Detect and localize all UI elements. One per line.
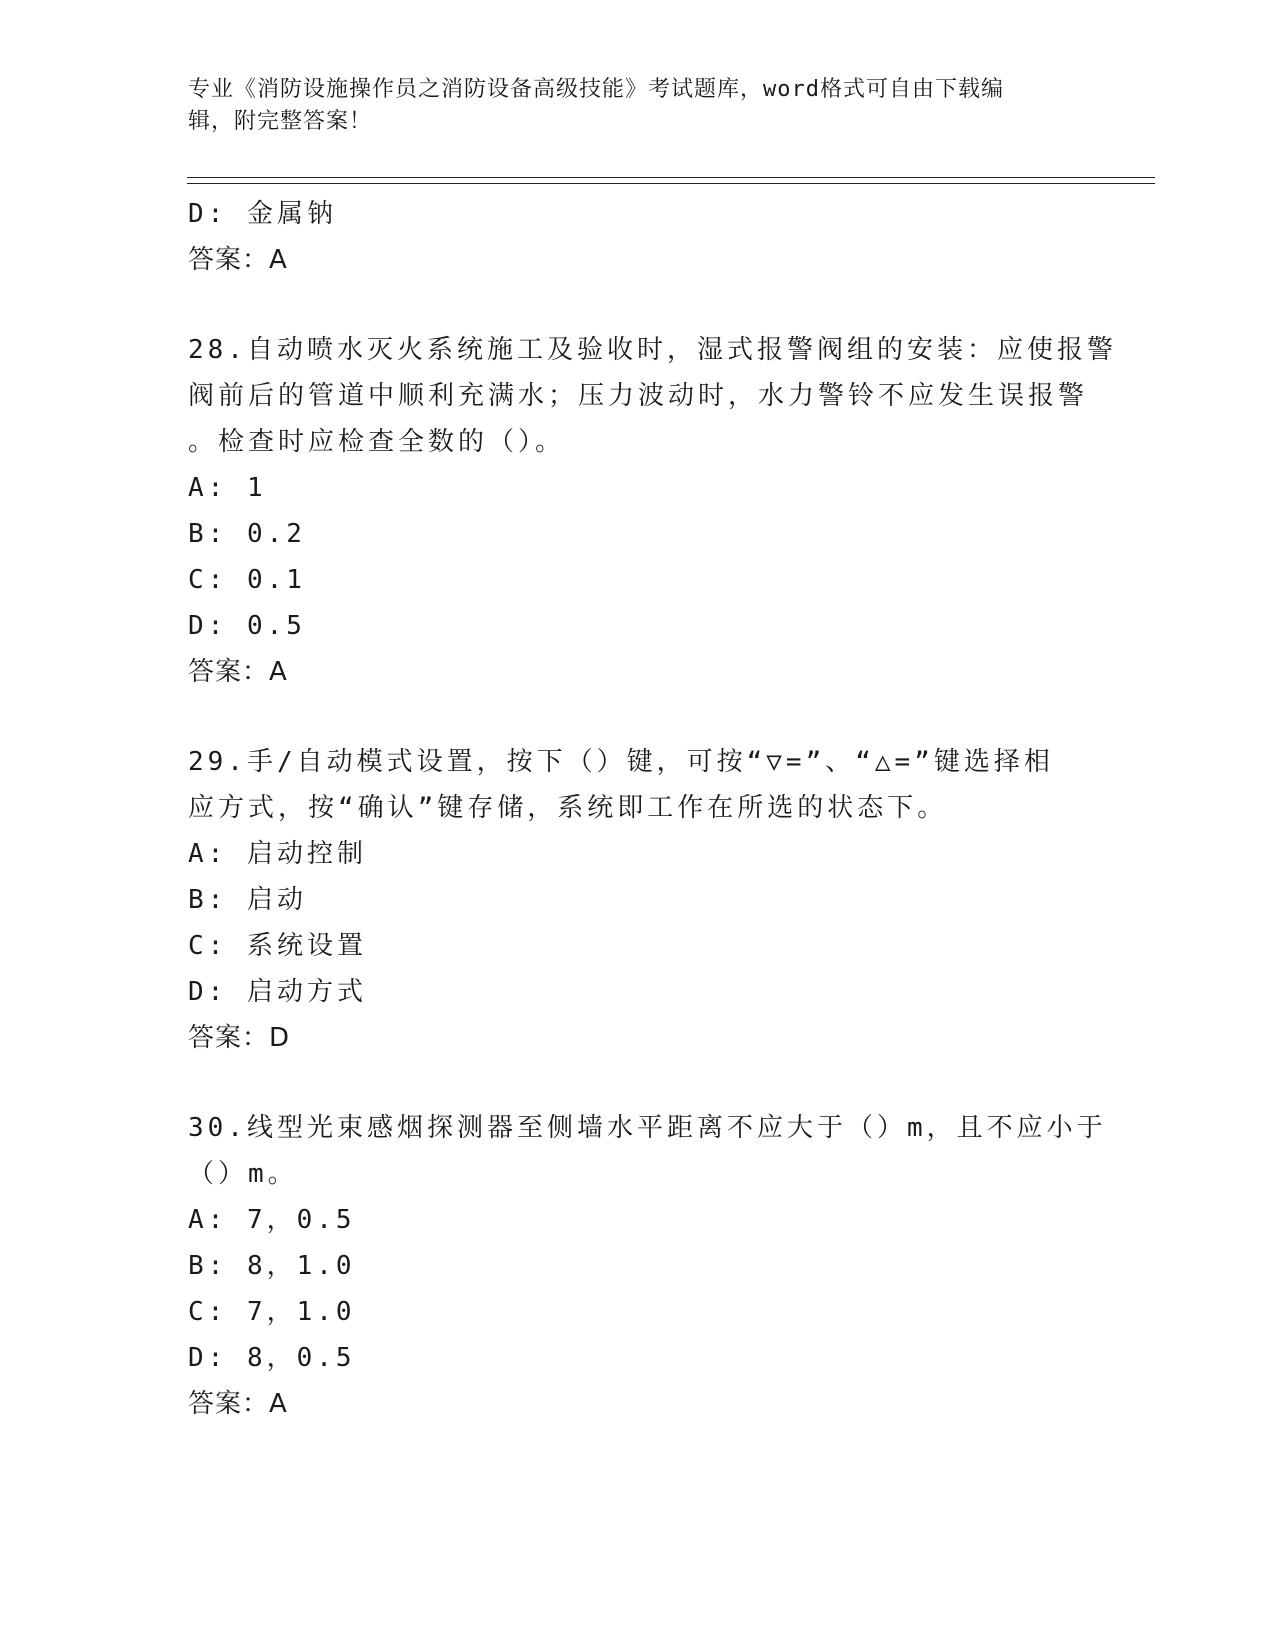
option-b: B: 8，1.0 <box>188 1251 356 1281</box>
option-b: B: 0.2 <box>188 519 306 549</box>
question-28 <box>188 327 1117 695</box>
previous-question-tail <box>188 191 1088 283</box>
option-d: D: 启动方式 <box>188 977 367 1007</box>
option-c: C: 7，1.0 <box>188 1297 356 1327</box>
option-a: A: 1 <box>188 473 267 503</box>
header-divider-top <box>187 177 1155 178</box>
question-stem-line: （）m。 <box>188 1159 298 1189</box>
option-d: D: 金属钠 <box>188 199 337 229</box>
question-29 <box>188 739 1088 1061</box>
header-line-1: 专业《消防设施操作员之消防设备高级技能》考试题库，word格式可自由下载编 <box>188 77 1004 102</box>
question-stem-line: 应方式，按“确认”键存储，系统即工作在所选的状态下。 <box>188 793 948 823</box>
option-d: D: 8，0.5 <box>188 1343 356 1373</box>
document-header <box>188 74 1068 138</box>
answer-line: 答案：A <box>188 245 288 275</box>
answer-line: 答案：A <box>188 657 288 687</box>
option-a: A: 7，0.5 <box>188 1205 356 1235</box>
question-stem-line: 28.自动喷水灭火系统施工及验收时，湿式报警阀组的安装：应使报警 <box>188 335 1117 365</box>
question-30 <box>188 1105 1107 1427</box>
option-a: A: 启动控制 <box>188 839 367 869</box>
question-stem-line: 。检查时应检查全数的（）。 <box>188 427 566 457</box>
answer-line: 答案：A <box>188 1389 288 1419</box>
option-c: C: 0.1 <box>188 565 306 595</box>
header-divider-bottom <box>187 183 1155 184</box>
question-stem-line: 阀前后的管道中顺利充满水；压力波动时，水力警铃不应发生误报警 <box>188 381 1089 411</box>
answer-line: 答案：D <box>188 1023 291 1053</box>
header-line-2: 辑，附完整答案！ <box>188 109 373 134</box>
option-b: B: 启动 <box>188 885 307 915</box>
option-c: C: 系统设置 <box>188 931 367 961</box>
option-d: D: 0.5 <box>188 611 306 641</box>
question-stem-line: 30.线型光束感烟探测器至侧墙水平距离不应大于（）m，且不应小于 <box>188 1113 1107 1143</box>
question-stem-line: 29.手/自动模式设置，按下（）键，可按“▽=”、“△=”键选择相 <box>188 747 1054 777</box>
question-list <box>188 191 1117 1427</box>
